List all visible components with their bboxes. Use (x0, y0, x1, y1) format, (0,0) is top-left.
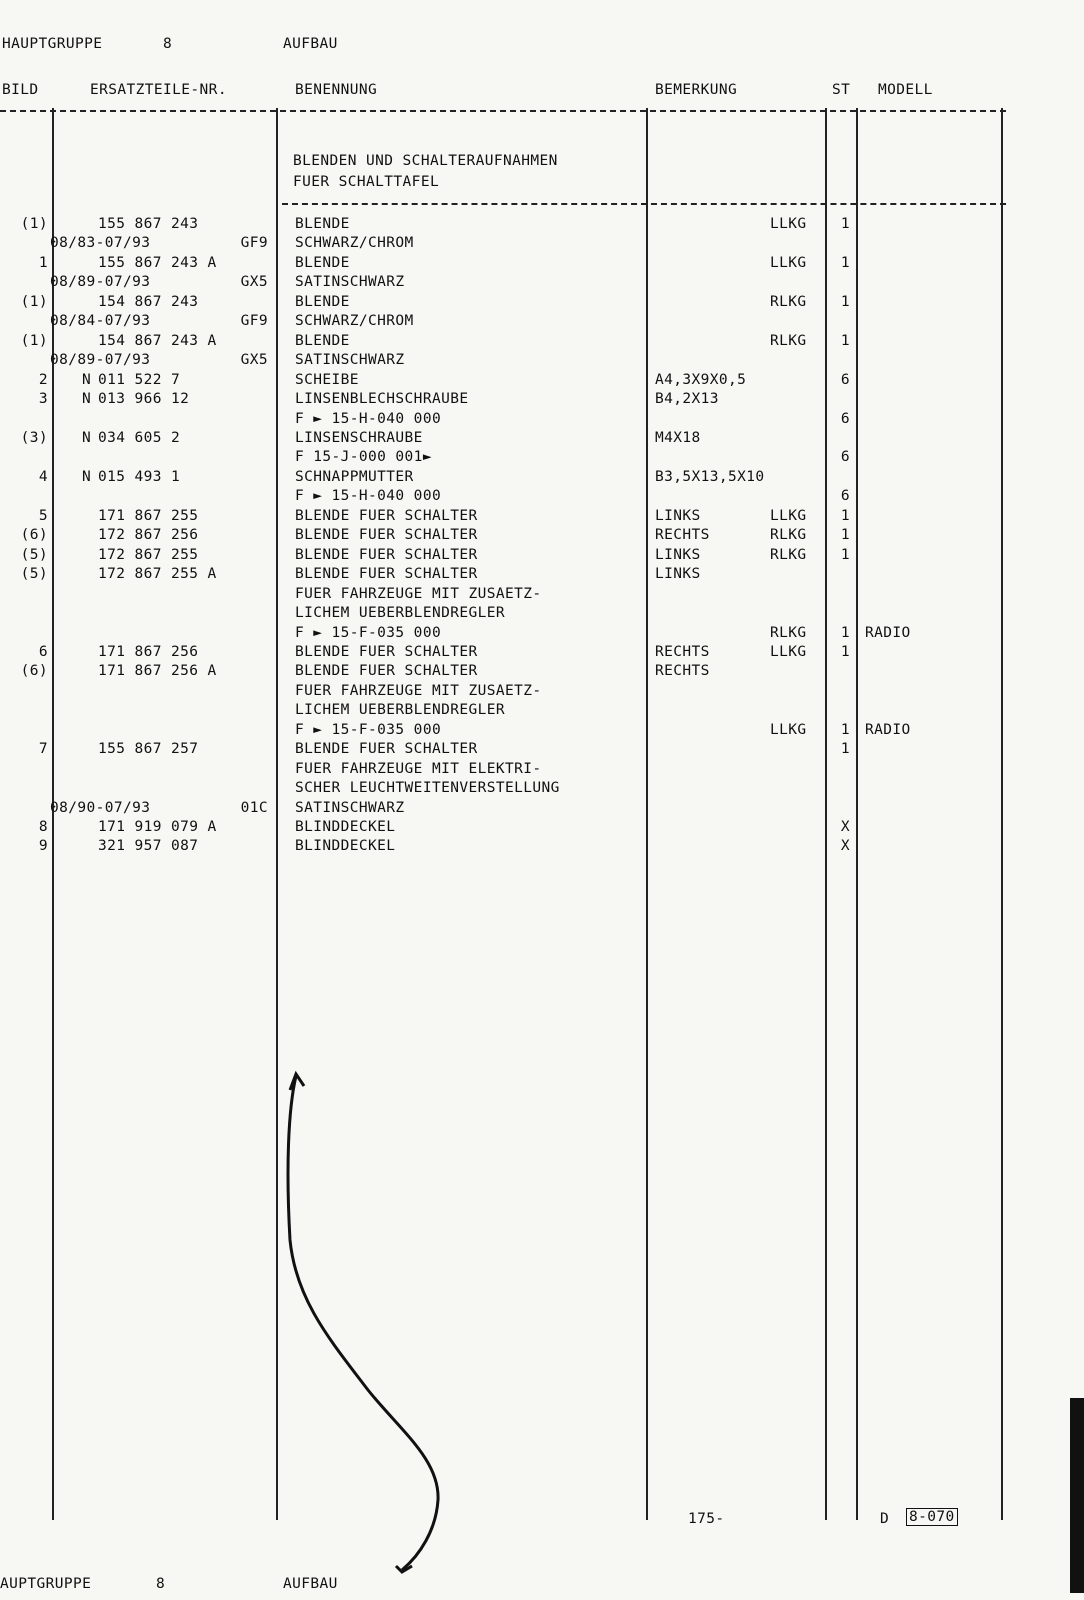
row-bild: (1) (20, 332, 48, 349)
row-bild: 8 (38, 818, 48, 835)
row-quantity: 1 (840, 546, 850, 563)
row-part-number: 171 919 079 A (98, 818, 217, 835)
row-color-code: GX5 (240, 352, 268, 369)
row-bemerkung: RECHTS (655, 643, 710, 660)
row-quantity: 1 (840, 643, 850, 660)
row-bemerkung: LINKS (655, 566, 701, 583)
row-steering: RLKG (770, 624, 807, 641)
row-bild: 3 (38, 391, 48, 407)
row-bild: 5 (38, 507, 48, 524)
row-benennung: SCHNAPPMUTTER (295, 468, 414, 485)
page-reference: 8-070 (906, 1508, 958, 1526)
row-steering: RLKG (770, 293, 807, 310)
row-bild: 4 (38, 468, 48, 485)
row-benennung: LINSENSCHRAUBE (295, 429, 423, 446)
row-benennung: SATINSCHWARZ (295, 274, 405, 291)
row-benennung: BLENDE FUER SCHALTER (295, 546, 478, 563)
row-benennung: BLENDE FUER SCHALTER (295, 643, 478, 660)
row-benennung: FUER FAHRZEUGE MIT ELEKTRI- (295, 760, 542, 777)
row-date-range: 08/89-07/93 (50, 352, 151, 369)
row-bild: 2 (38, 371, 48, 388)
row-bild: 1 (38, 254, 48, 271)
row-part-number: 154 867 243 (98, 293, 199, 310)
row-benennung: BLENDE (295, 332, 350, 349)
section-title: BLENDEN UND SCHALTERAUFNAHMEN (293, 153, 558, 169)
row-benennung: BLENDE FUER SCHALTER (295, 663, 478, 680)
col-header-modell: MODELL (878, 82, 933, 98)
row-bild: (6) (20, 527, 48, 544)
row-benennung: SATINSCHWARZ (295, 799, 405, 816)
row-part-number: 015 493 1 (98, 468, 181, 485)
row-benennung: F 15-J-000 001► (295, 449, 432, 466)
row-benennung: SCHEIBE (295, 371, 359, 388)
row-bild: 9 (38, 838, 48, 855)
row-quantity: 1 (840, 527, 850, 544)
row-steering: RLKG (770, 546, 807, 563)
row-quantity: X (840, 838, 850, 855)
row-quantity: 6 (840, 488, 850, 505)
row-benennung: BLINDDECKEL (295, 818, 396, 835)
row-benennung: F ► 15-F-035 000 (295, 624, 442, 641)
row-bemerkung: RECHTS (655, 527, 710, 544)
row-steering: LLKG (770, 254, 807, 271)
row-benennung: F ► 15-H-040 000 (295, 488, 442, 505)
row-bild: (5) (20, 546, 48, 563)
row-quantity: 1 (840, 216, 850, 232)
row-part-number: 171 867 256 A (98, 663, 217, 680)
row-part-number: 172 867 255 (98, 546, 199, 563)
row-steering: RLKG (770, 332, 807, 349)
row-part-number: 155 867 243 A (98, 254, 217, 271)
group-label: HAUPTGRUPPE (2, 36, 103, 52)
row-benennung: SATINSCHWARZ (295, 352, 405, 369)
row-modell: RADIO (865, 721, 911, 738)
scan-edge-bar (1070, 1398, 1084, 1593)
col-header-bild: BILD (2, 82, 39, 98)
row-part-number: 171 867 255 (98, 507, 199, 524)
row-quantity: 1 (840, 332, 850, 349)
row-quantity: 1 (840, 721, 850, 738)
row-bemerkung: B4,2X13 (655, 391, 719, 407)
row-steering: LLKG (770, 721, 807, 738)
row-benennung: BLENDE FUER SCHALTER (295, 741, 478, 758)
row-color-code: GF9 (240, 313, 268, 330)
row-n-flag: N (82, 468, 92, 485)
row-date-range: 08/90-07/93 (50, 799, 151, 816)
row-quantity: 1 (840, 507, 850, 524)
row-benennung: BLENDE FUER SCHALTER (295, 566, 478, 583)
row-bemerkung: RECHTS (655, 663, 710, 680)
row-quantity: 1 (840, 741, 850, 758)
row-benennung: BLENDE FUER SCHALTER (295, 527, 478, 544)
row-benennung: FUER FAHRZEUGE MIT ZUSAETZ- (295, 682, 542, 699)
row-bemerkung: LINKS (655, 507, 701, 524)
row-benennung: SCHWARZ/CHROM (295, 313, 414, 330)
row-quantity: 6 (840, 371, 850, 388)
row-quantity: 6 (840, 449, 850, 466)
row-benennung: LICHEM UEBERBLENDREGLER (295, 702, 505, 719)
col-header-benennung: BENENNUNG (295, 82, 378, 98)
row-benennung: LICHEM UEBERBLENDREGLER (295, 605, 505, 621)
row-part-number: 172 867 255 A (98, 566, 217, 583)
footer-group-label: AUPTGRUPPE (0, 1576, 92, 1592)
row-bild: (1) (20, 293, 48, 310)
row-n-flag: N (82, 391, 92, 407)
row-bemerkung: A4,3X9X0,5 (655, 371, 747, 388)
row-bild: 7 (38, 741, 48, 758)
row-quantity: 1 (840, 293, 850, 310)
row-bild: 6 (38, 643, 48, 660)
row-benennung: FUER FAHRZEUGE MIT ZUSAETZ- (295, 585, 542, 602)
row-benennung: BLENDE (295, 254, 350, 271)
row-color-code: GX5 (240, 274, 268, 291)
row-steering: RLKG (770, 527, 807, 544)
row-quantity: 6 (840, 410, 850, 427)
row-bemerkung: M4X18 (655, 429, 701, 446)
row-steering: LLKG (770, 643, 807, 660)
row-color-code: 01C (240, 799, 268, 816)
row-steering: LLKG (770, 507, 807, 524)
row-date-range: 08/83-07/93 (50, 235, 151, 252)
section-subtitle: FUER SCHALTTAFEL (293, 174, 440, 190)
row-part-number: 321 957 087 (98, 838, 199, 855)
row-quantity: 1 (840, 624, 850, 641)
row-date-range: 08/89-07/93 (50, 274, 151, 291)
row-color-code: GF9 (240, 235, 268, 252)
row-bild: (6) (20, 663, 48, 680)
group-name: AUFBAU (283, 36, 338, 52)
row-bild: (5) (20, 566, 48, 583)
row-quantity: 1 (840, 254, 850, 271)
row-benennung: SCHER LEUCHTWEITENVERSTELLUNG (295, 780, 560, 796)
row-benennung: BLENDE (295, 216, 350, 232)
row-quantity: X (840, 818, 850, 835)
row-bemerkung: B3,5X13,5X10 (655, 468, 765, 485)
row-bild: (1) (20, 216, 48, 232)
row-benennung: BLENDE FUER SCHALTER (295, 507, 478, 524)
row-benennung: LINSENBLECHSCHRAUBE (295, 391, 469, 407)
row-benennung: F ► 15-H-040 000 (295, 410, 442, 427)
row-modell: RADIO (865, 624, 911, 641)
row-n-flag: N (82, 429, 92, 446)
row-benennung: BLINDDECKEL (295, 838, 396, 855)
footer-group-name: AUFBAU (283, 1576, 338, 1592)
row-n-flag: N (82, 371, 92, 388)
row-date-range: 08/84-07/93 (50, 313, 151, 330)
row-benennung: BLENDE (295, 293, 350, 310)
row-benennung: SCHWARZ/CHROM (295, 235, 414, 252)
row-part-number: 154 867 243 A (98, 332, 217, 349)
row-steering: LLKG (770, 216, 807, 232)
row-part-number: 172 867 256 (98, 527, 199, 544)
row-part-number: 011 522 7 (98, 371, 181, 388)
col-header-bemerkung: BEMERKUNG (655, 82, 738, 98)
col-header-ersatzteile-nr: ERSATZTEILE-NR. (90, 82, 227, 98)
row-part-number: 155 867 243 (98, 216, 199, 232)
page-number: 175- (688, 1511, 725, 1527)
col-header-st: ST (832, 82, 851, 98)
row-part-number: 155 867 257 (98, 741, 199, 758)
row-part-number: 171 867 256 (98, 643, 199, 660)
row-bild: (3) (20, 429, 48, 446)
footer-group-number: 8 (156, 1576, 166, 1592)
language-code: D (880, 1511, 890, 1527)
row-part-number: 034 605 2 (98, 429, 181, 446)
row-part-number: 013 966 12 (98, 391, 190, 407)
row-bemerkung: LINKS (655, 546, 701, 563)
group-number: 8 (163, 36, 173, 52)
row-benennung: F ► 15-F-035 000 (295, 721, 442, 738)
